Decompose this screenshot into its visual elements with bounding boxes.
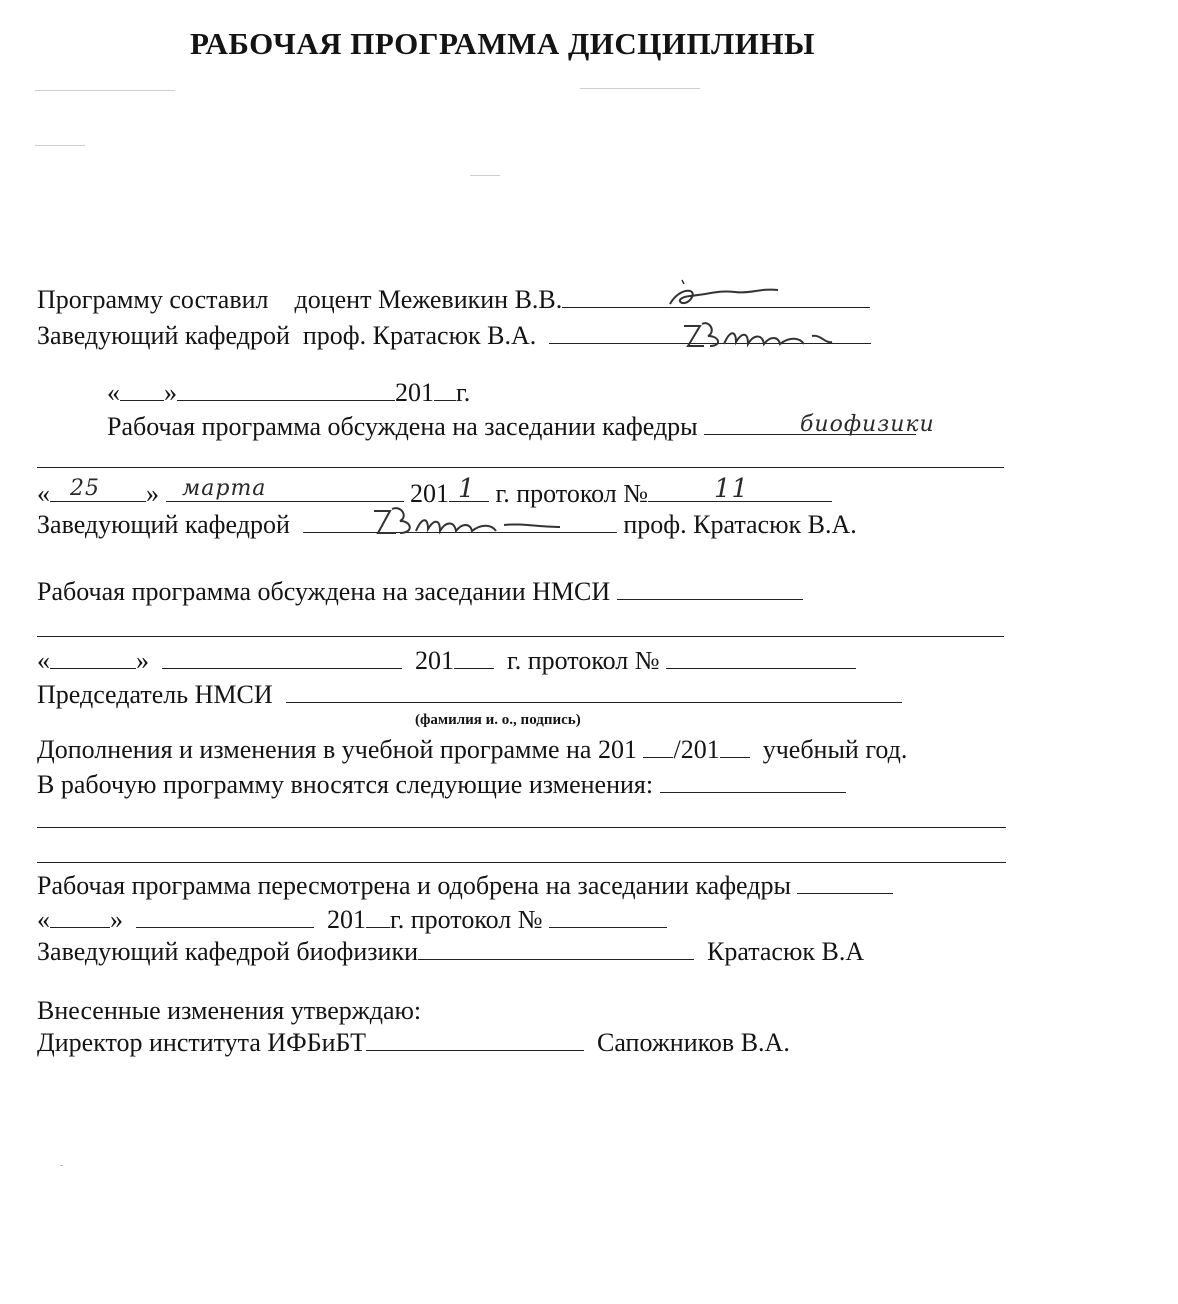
- scan-artifact: [580, 88, 700, 89]
- year-to-field: [720, 737, 750, 758]
- review-text: Рабочая программа пересмотрена и одобрена на заседании кафедры: [37, 871, 791, 900]
- dept-continuation-line: [37, 467, 1004, 468]
- scan-artifact: [470, 175, 500, 176]
- protocol-label: г. протокол №: [495, 479, 649, 508]
- protocol-number-field: [549, 907, 667, 928]
- review-line: [37, 871, 893, 901]
- nmsi-chair-signature-line: [286, 682, 902, 703]
- quote-close: »: [136, 646, 149, 675]
- dept-discussion-text: Рабочая программа обсуждена на заседании кафедры: [107, 412, 698, 441]
- scan-artifact: [35, 145, 85, 146]
- day-field: [50, 907, 110, 928]
- quote-open: «: [37, 905, 50, 934]
- review-head-line: [37, 937, 864, 967]
- approval-text: Внесенные изменения утверждаю:: [37, 996, 422, 1025]
- head2-label: Заведующий кафедрой: [37, 510, 290, 539]
- signature-caption: (фамилия и. о., подпись): [415, 712, 581, 728]
- month-field: [177, 380, 395, 401]
- nmsi-chair-label: Председатель НМСИ: [37, 680, 273, 709]
- director-signature-line: [366, 1030, 584, 1051]
- nmsi-chair-line: [37, 680, 902, 710]
- head-label: Заведующий кафедрой: [37, 321, 290, 350]
- head2-name: проф. Кратасюк В.А.: [623, 510, 857, 539]
- head-signature: [680, 318, 850, 352]
- protocol-number-field: [666, 648, 856, 669]
- year-from-field: [643, 737, 673, 758]
- day-field: [120, 380, 164, 401]
- year-digit-field: [366, 907, 390, 928]
- handwritten-dept: биофизики: [800, 412, 935, 437]
- review-head-name: Кратасюк В.А: [707, 937, 865, 966]
- quote-open: «: [37, 479, 50, 508]
- changes-list-line: [37, 770, 846, 800]
- handwritten-month: марта: [182, 476, 267, 501]
- protocol-label: г. протокол №: [507, 646, 660, 675]
- handwritten-day: 25: [70, 476, 100, 501]
- scan-artifact: [60, 1165, 63, 1166]
- director-label: Директор института ИФБиБТ: [37, 1028, 367, 1057]
- review-head-signature-line: [418, 939, 694, 960]
- nmsi-continuation-line: [37, 636, 1004, 637]
- month-field: [162, 648, 402, 669]
- month-field: [136, 907, 314, 928]
- scan-artifact: [35, 90, 175, 91]
- nmsi-field: [617, 579, 803, 600]
- handwritten-year-digit: 1: [458, 474, 476, 504]
- protocol-label: г. протокол №: [390, 905, 543, 934]
- day-field: [50, 648, 136, 669]
- head2-signature: [370, 505, 570, 541]
- changes-line-1: [37, 827, 1006, 828]
- year-suffix: г.: [456, 378, 471, 407]
- handwritten-protocol-number: 11: [714, 474, 750, 504]
- author-signature: [660, 276, 790, 312]
- composed-label: Программу составил: [37, 285, 269, 314]
- review-protocol-line: [37, 905, 667, 935]
- year-digit-field: [454, 648, 494, 669]
- review-head-label: Заведующий кафедрой биофизики: [37, 937, 418, 966]
- changes-year-line: [37, 735, 907, 765]
- nmsi-discussion-text: Рабочая программа обсуждена на заседании НМСИ: [37, 577, 611, 606]
- year-prefix: 201: [327, 905, 366, 934]
- year-prefix: 201: [395, 378, 434, 407]
- quote-close: »: [164, 378, 177, 407]
- date-line: [107, 378, 470, 408]
- changes-text-b: /201: [673, 735, 720, 764]
- nmsi-protocol-line: [37, 646, 856, 676]
- review-dept-field: [797, 873, 893, 894]
- quote-open: «: [37, 646, 50, 675]
- approval-line: [37, 996, 421, 1026]
- dept-discussion-line: [107, 412, 916, 442]
- document-title: РАБОЧАЯ ПРОГРАММА ДИСЦИПЛИНЫ: [190, 26, 815, 61]
- changes-field: [660, 772, 846, 793]
- changes-text-a: Дополнения и изменения в учебной программе на 201: [37, 735, 637, 764]
- quote-open: «: [107, 378, 120, 407]
- year-digit-field: [434, 380, 456, 401]
- composed-author: доцент Межевикин В.В.: [294, 285, 563, 314]
- year-prefix: 201: [415, 646, 454, 675]
- director-line: [37, 1028, 790, 1058]
- quote-close: »: [110, 905, 123, 934]
- nmsi-discussion-line: [37, 577, 803, 607]
- changes-text-2: В рабочую программу вносятся следующие изменения:: [37, 770, 654, 799]
- quote-close: »: [146, 479, 159, 508]
- director-name: Сапожников В.А.: [597, 1028, 790, 1057]
- changes-text-c: учебный год.: [762, 735, 908, 764]
- year-prefix: 201: [410, 479, 449, 508]
- changes-line-2: [37, 862, 1006, 863]
- head-name: проф. Кратасюк В.А.: [302, 321, 537, 350]
